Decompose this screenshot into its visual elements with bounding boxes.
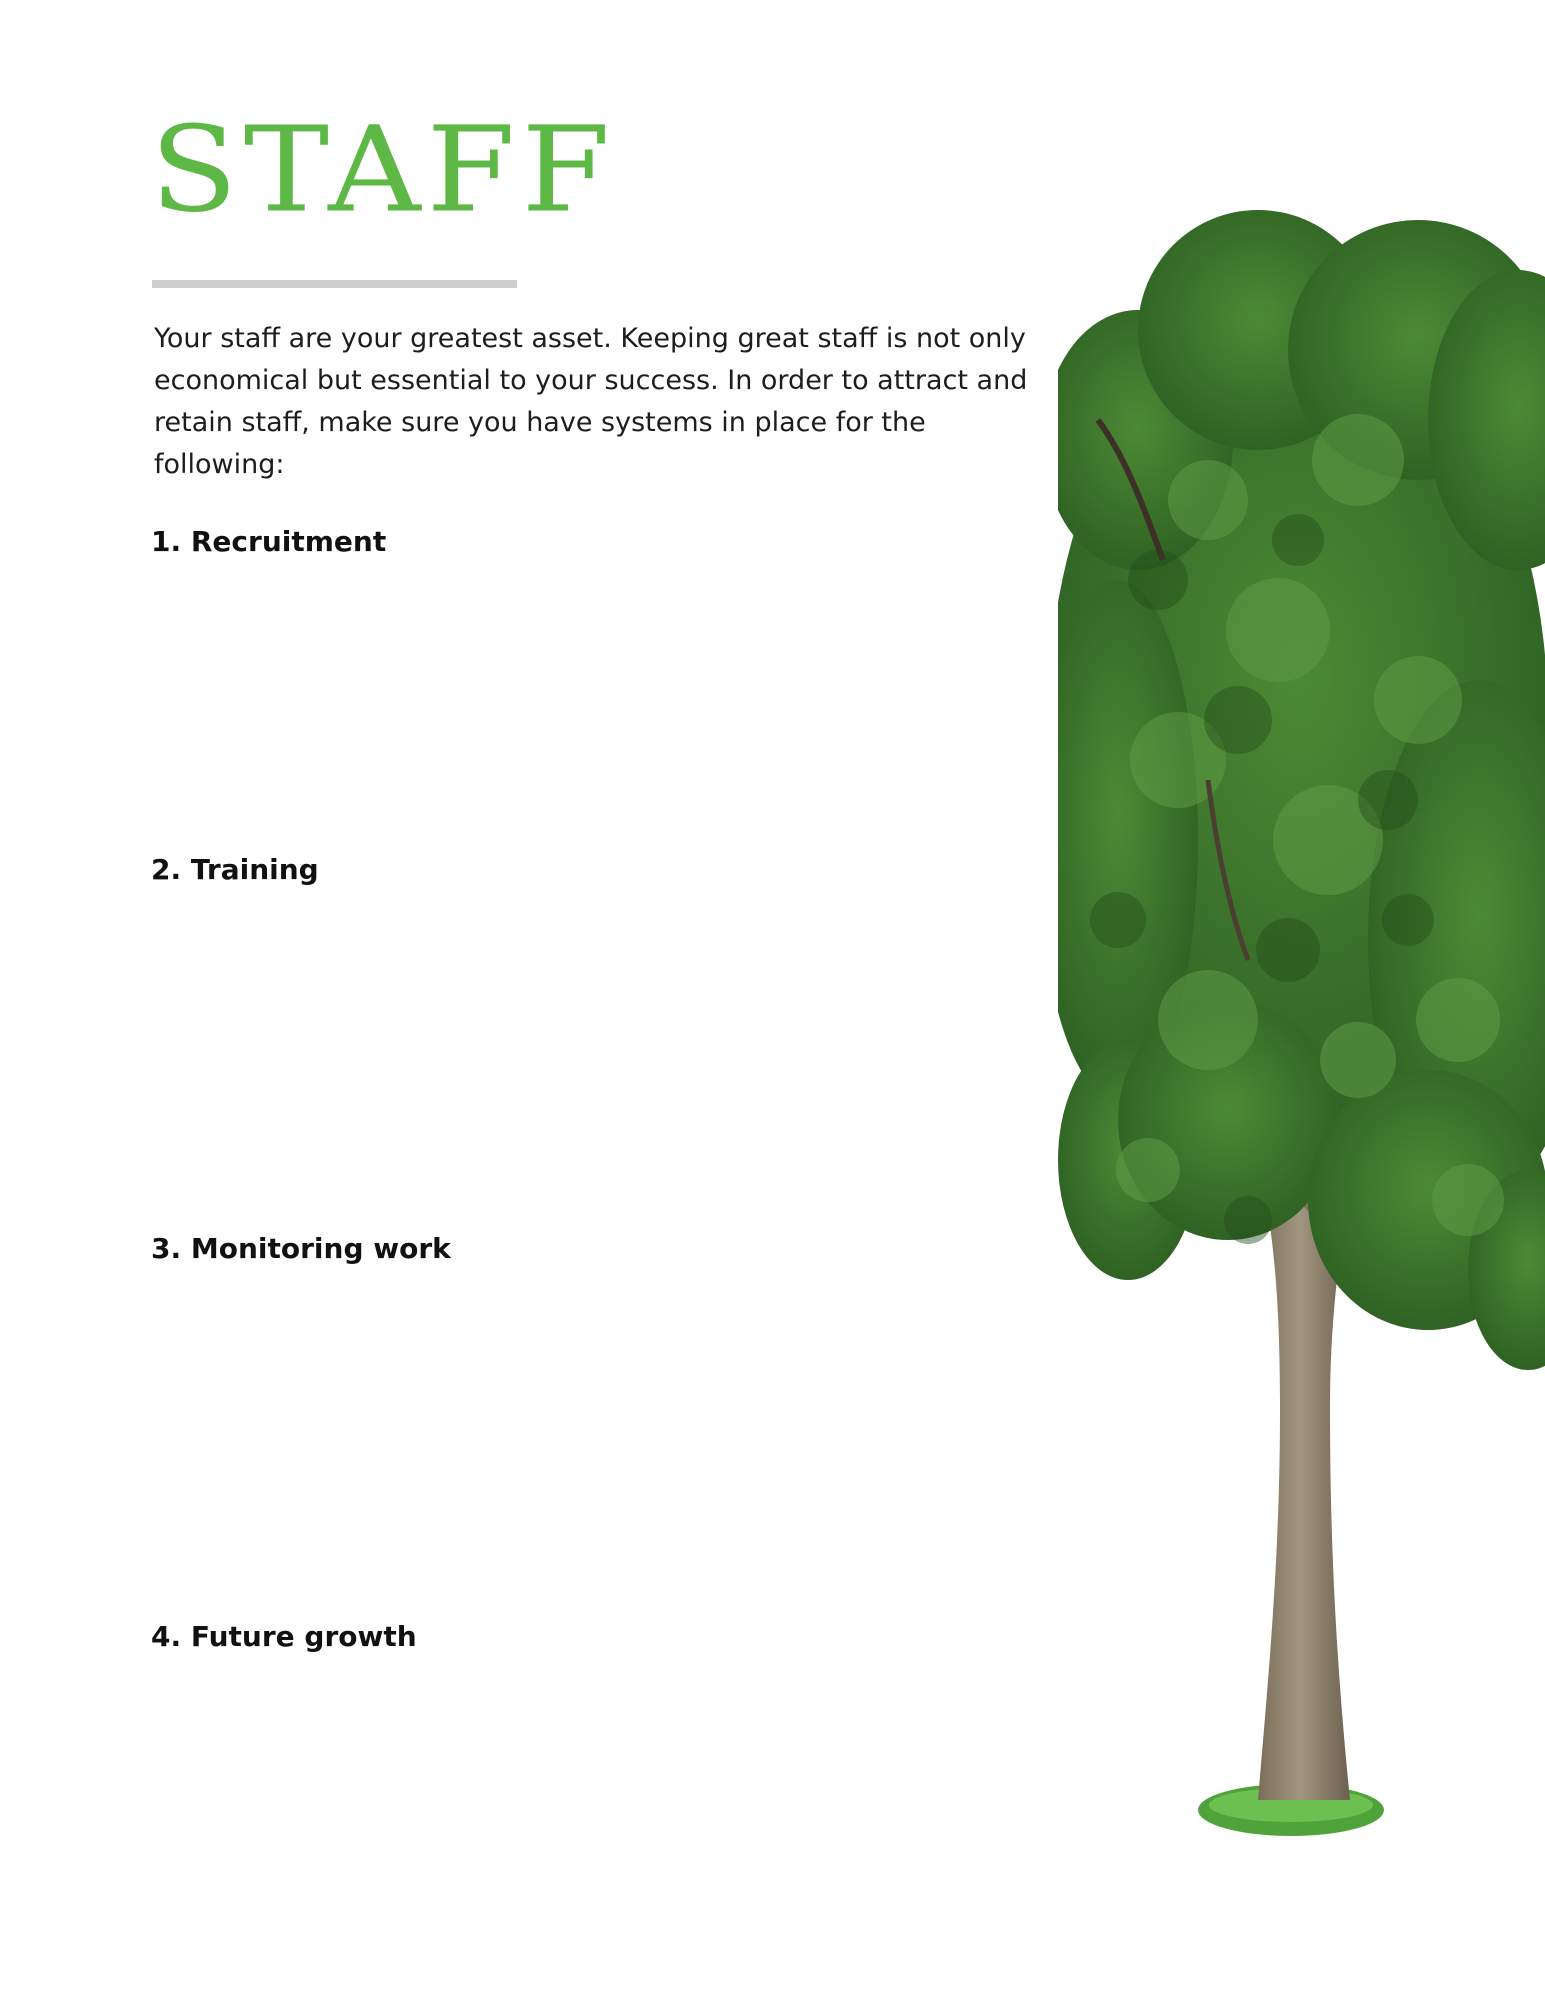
- section-heading-future-growth: 4. Future growth: [151, 1620, 417, 1653]
- page-title: STAFF: [150, 101, 617, 239]
- intro-paragraph: Your staff are your greatest asset. Keeping great staff is not only economical but essential to your success. In order to attract and retain staff, make sure you have systems in place for the following:: [154, 323, 1028, 480]
- title-underline: [152, 280, 517, 288]
- tree-illustration: [1058, 160, 1545, 1850]
- section-heading-training: 2. Training: [151, 853, 319, 886]
- section-heading-recruitment: 1. Recruitment: [151, 525, 387, 558]
- section-heading-monitoring-work: 3. Monitoring work: [151, 1232, 451, 1265]
